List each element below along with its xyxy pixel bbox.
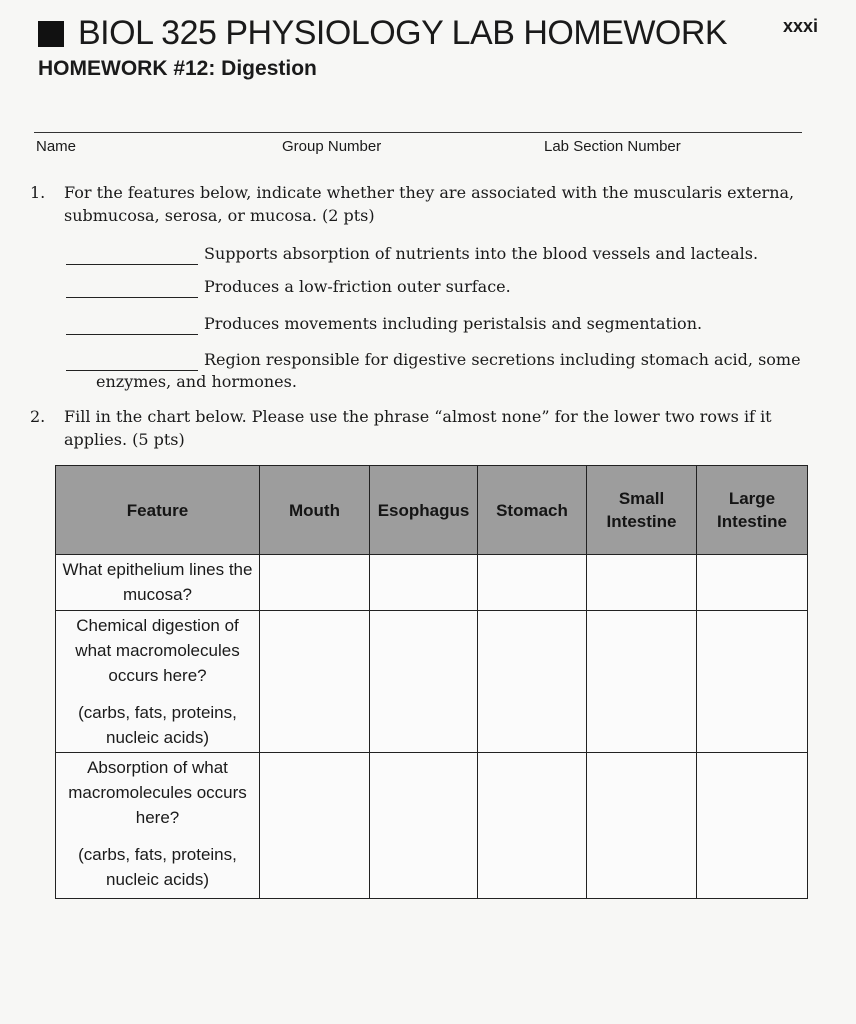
row-label xyxy=(56,753,260,899)
answer-cell[interactable] xyxy=(587,753,697,899)
row-hint-text: (carbs, fats, proteins, nucleic acids) xyxy=(78,703,237,747)
fill-item-text: Produces movements including peristalsis and segmentation. xyxy=(204,314,703,333)
answer-cell[interactable] xyxy=(478,611,587,753)
answer-cell[interactable] xyxy=(478,555,587,611)
question-2-number: 2. xyxy=(30,407,46,426)
fill-item xyxy=(66,276,806,298)
table-row xyxy=(56,555,808,611)
answer-cell[interactable] xyxy=(697,753,808,899)
answer-cell[interactable] xyxy=(370,753,478,899)
name-label: Name xyxy=(36,138,77,155)
fill-item-text: Produces a low-friction outer surface. xyxy=(204,277,511,296)
column-header-mouth: Mouth xyxy=(260,466,370,555)
question-1-number: 1. xyxy=(30,183,46,202)
answer-cell[interactable] xyxy=(370,611,478,753)
answer-cell[interactable] xyxy=(478,753,587,899)
column-header-feature: Feature xyxy=(56,466,260,555)
answer-cell[interactable] xyxy=(697,611,808,753)
answer-blank[interactable] xyxy=(66,279,198,298)
title-line xyxy=(38,14,818,53)
question-1 xyxy=(30,181,805,227)
table-row xyxy=(56,611,808,753)
bullet-square-icon xyxy=(38,21,64,47)
lab-section-label: Lab Section Number xyxy=(544,138,681,155)
digestion-chart xyxy=(55,465,808,899)
answer-blank[interactable] xyxy=(66,352,198,371)
column-header-large-intestine: Large Intestine xyxy=(697,466,808,555)
row-label-text: What epithelium lines the mucosa? xyxy=(62,560,253,604)
answer-cell[interactable] xyxy=(260,555,370,611)
page-number: xxxi xyxy=(782,16,818,36)
group-number-label: Group Number xyxy=(282,138,382,155)
question-2 xyxy=(30,405,805,451)
column-header-small-intestine: Small Intestine xyxy=(587,466,697,555)
answer-cell[interactable] xyxy=(370,555,478,611)
page-header xyxy=(38,14,818,81)
answer-cell[interactable] xyxy=(260,753,370,899)
row-label-text: Absorption of what macromolecules occurs here? xyxy=(68,758,247,827)
fill-item-text: Region responsible for digestive secretions including stomach acid, some xyxy=(204,350,801,369)
fill-item xyxy=(66,313,806,335)
row-hint-text: (carbs, fats, proteins, nucleic acids) xyxy=(78,845,237,889)
page-title: BIOL 325 PHYSIOLOGY LAB HOMEWORK xyxy=(78,14,728,52)
column-header-stomach: Stomach xyxy=(478,466,587,555)
column-header-esophagus: Esophagus xyxy=(370,466,478,555)
fill-item-text: Supports absorption of nutrients into the blood vessels and lacteals. xyxy=(204,244,759,263)
name-fields xyxy=(36,138,802,162)
answer-cell[interactable] xyxy=(260,611,370,753)
fill-item xyxy=(66,349,806,393)
row-label-text: Chemical digestion of what macromolecules occurs here? xyxy=(75,616,240,685)
table-row xyxy=(56,753,808,899)
chart-header-row xyxy=(56,466,808,555)
question-2-prompt: Fill in the chart below. Please use the phrase “almost none” for the lower two rows if it applies. (5 pts) xyxy=(64,407,772,449)
answer-cell[interactable] xyxy=(587,555,697,611)
answer-cell[interactable] xyxy=(697,555,808,611)
question-1-prompt: For the features below, indicate whether they are associated with the muscularis externa, submucosa, serosa, or mucosa. (2 pts) xyxy=(64,183,795,225)
answer-cell[interactable] xyxy=(587,611,697,753)
homework-subtitle: HOMEWORK #12: Digestion xyxy=(38,57,317,80)
answer-blank[interactable] xyxy=(66,246,198,265)
row-label xyxy=(56,555,260,611)
answer-blank[interactable] xyxy=(66,316,198,335)
fill-item-continuation: enzymes, and hormones. xyxy=(96,372,297,391)
name-line[interactable] xyxy=(34,132,802,133)
fill-item xyxy=(66,243,806,265)
row-label xyxy=(56,611,260,753)
